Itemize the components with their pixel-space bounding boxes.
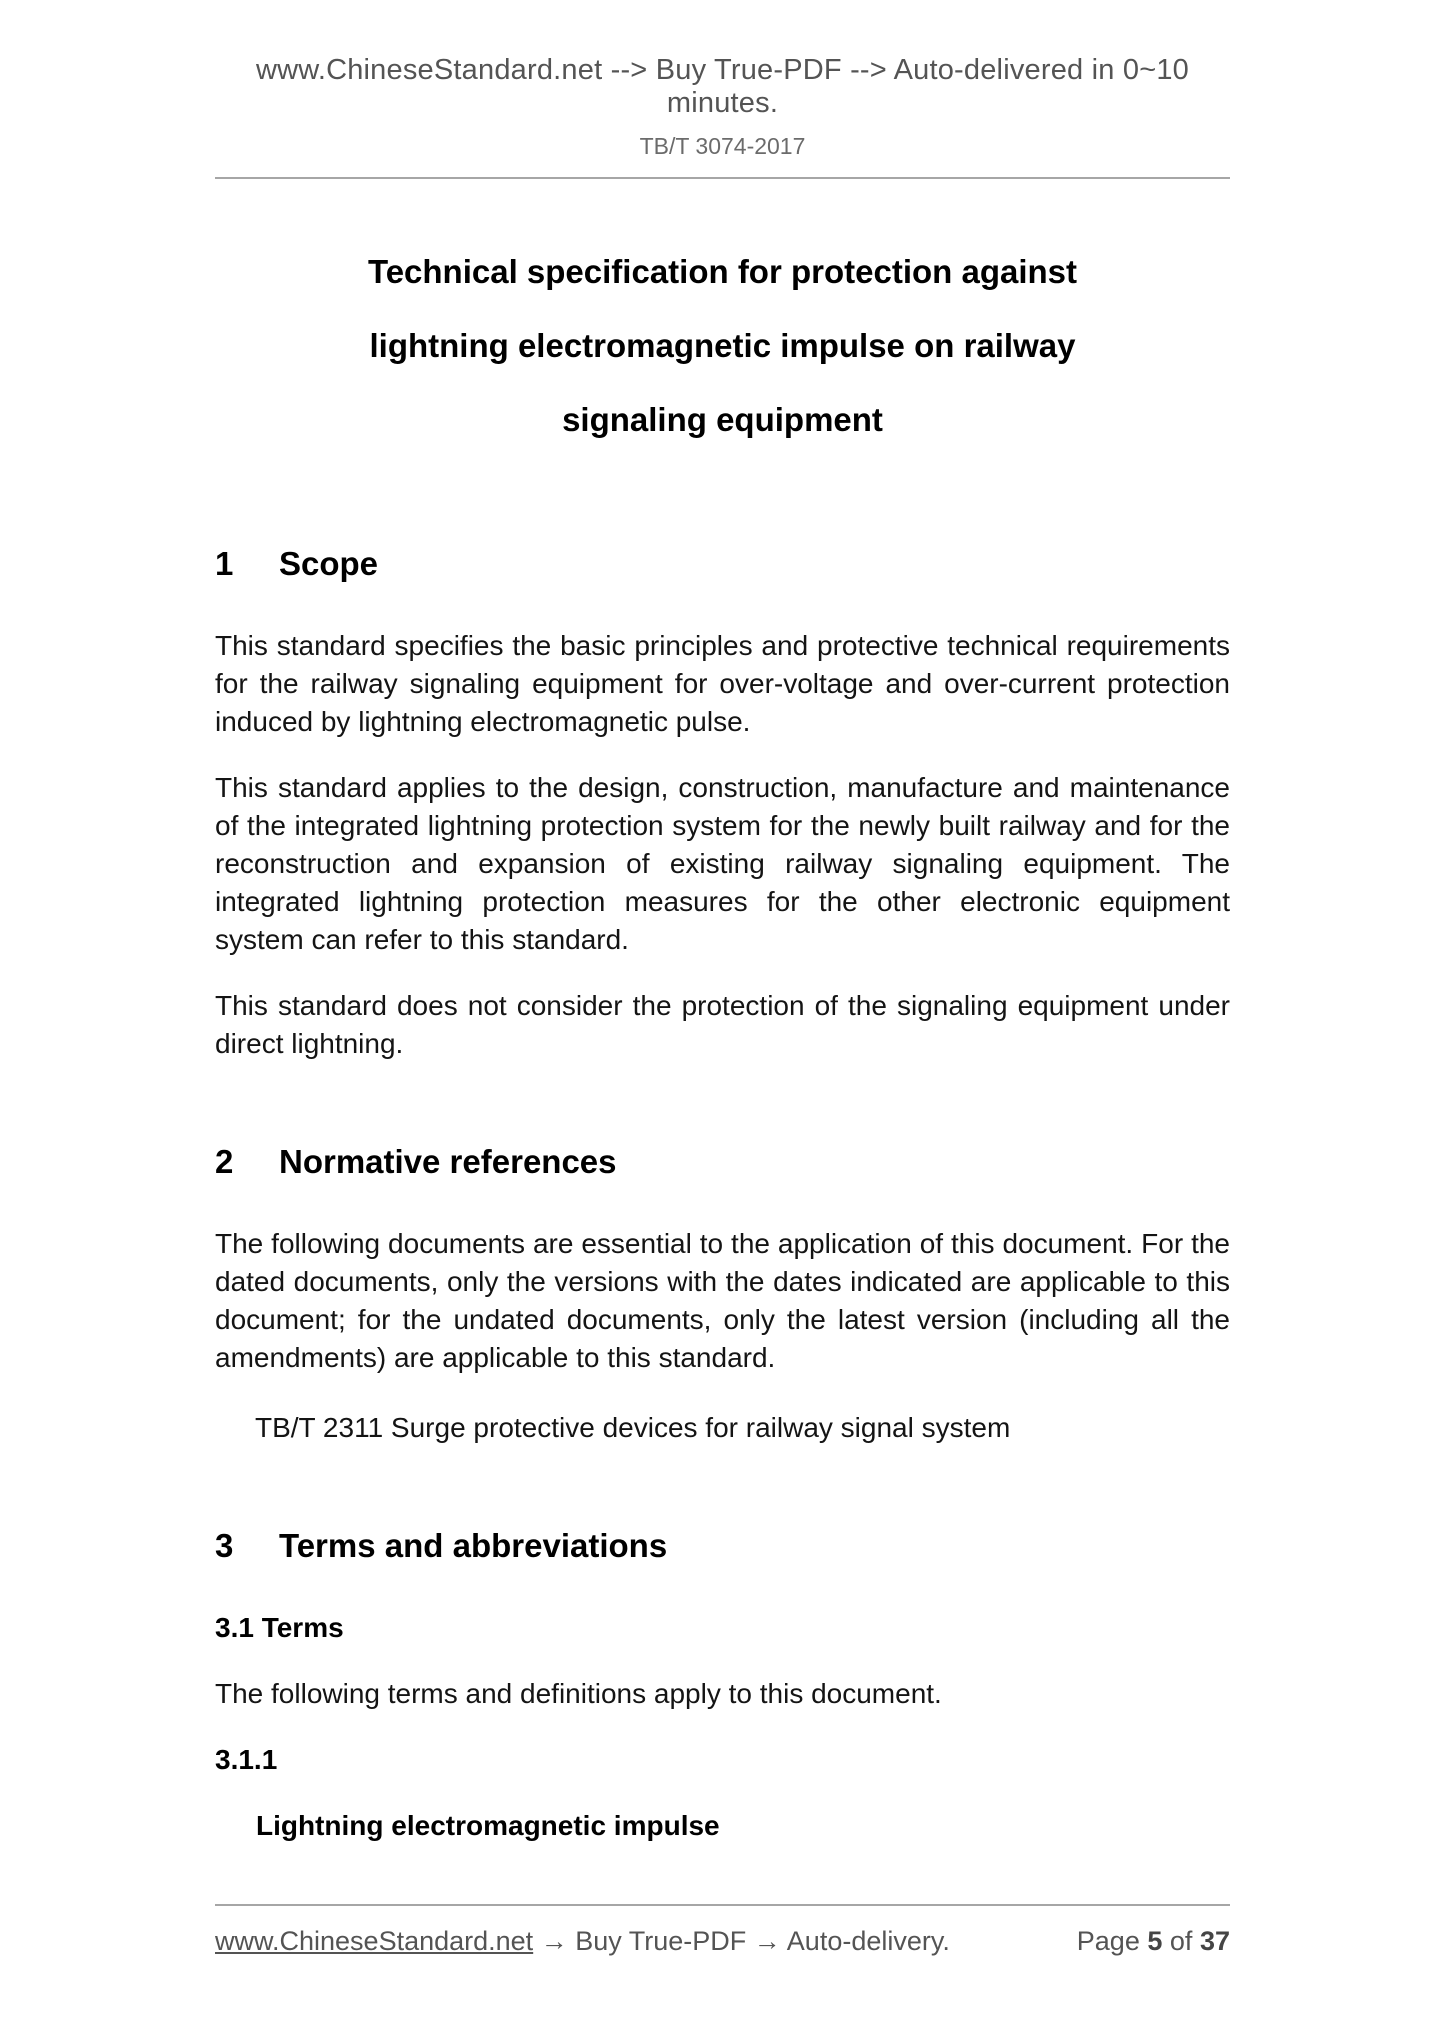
section-heading-normative-references (215, 1143, 1230, 1181)
footer-left (215, 1926, 950, 1957)
paragraph-normative-1: The following documents are essential to the application of this document. For the dated documents, only the versions with the dates indicated are applicable to this document; for the undated documents, only the latest version (including all the amendments) are applicable to this standard. (215, 1228, 1230, 1373)
arrow-icon: → (753, 1926, 781, 1956)
title-line: signaling equipment (562, 401, 883, 438)
term-name: Lightning electromagnetic impulse (256, 1810, 720, 1841)
section-title: Scope (279, 545, 379, 582)
page-label: Page (1076, 1926, 1140, 1956)
paragraph-scope-3: This standard does not consider the protection of the signaling equipment under direct lightning. (215, 990, 1230, 1059)
page-total: 37 (1199, 1926, 1230, 1956)
paragraph-scope-1: This standard specifies the basic principles and protective technical requirements for the railway signaling equipment for over-voltage and over-current protection induced by lightning electromagnetic pulse. (215, 630, 1230, 737)
page-header (215, 54, 1230, 179)
section-title: Terms and abbreviations (279, 1527, 668, 1564)
header-banner: www.ChineseStandard.net --> Buy True-PDF --> Auto-delivered in 0~10 minutes. (255, 54, 1189, 119)
footer-buy-label: Buy True-PDF (575, 1926, 747, 1956)
footer-site-link[interactable]: www.ChineseStandard.net (215, 1926, 534, 1956)
section-heading-terms (215, 1527, 1230, 1565)
subsection-heading-terms: 3.1 Terms (215, 1612, 344, 1643)
header-divider (215, 177, 1230, 179)
footer-delivery-label: Auto-delivery. (786, 1926, 950, 1956)
section-heading-scope (215, 545, 1230, 583)
paragraph-terms-1: The following terms and definitions apply to this document. (215, 1678, 942, 1709)
title-line: lightning electromagnetic impulse on railway (369, 327, 1076, 364)
header-doc-code: TB/T 3074-2017 (639, 133, 806, 159)
page-indicator (1077, 1926, 1230, 1957)
arrow-icon: → (540, 1926, 568, 1956)
section-number: 2 (215, 1143, 234, 1180)
document-title (215, 235, 1230, 457)
page-footer (215, 1904, 1230, 1957)
title-line: Technical specification for protection against (367, 253, 1078, 290)
section-number: 1 (215, 545, 234, 582)
section-title: Normative references (279, 1143, 617, 1180)
page-number: 5 (1147, 1926, 1163, 1956)
clause-number: 3.1.1 (215, 1744, 278, 1775)
paragraph-scope-2: This standard applies to the design, construction, manufacture and maintenance of the integrated lightning protection system for the newly built railway and for the reconstruction and expansion of existing railway signaling equipment. The integrated lightning protection measures for the other electronic equipment system can refer to this standard. (215, 772, 1230, 955)
page-of-label: of (1169, 1926, 1193, 1956)
section-number: 3 (215, 1527, 234, 1564)
normative-reference-item: TB/T 2311 Surge protective devices for railway signal system (255, 1412, 1011, 1443)
